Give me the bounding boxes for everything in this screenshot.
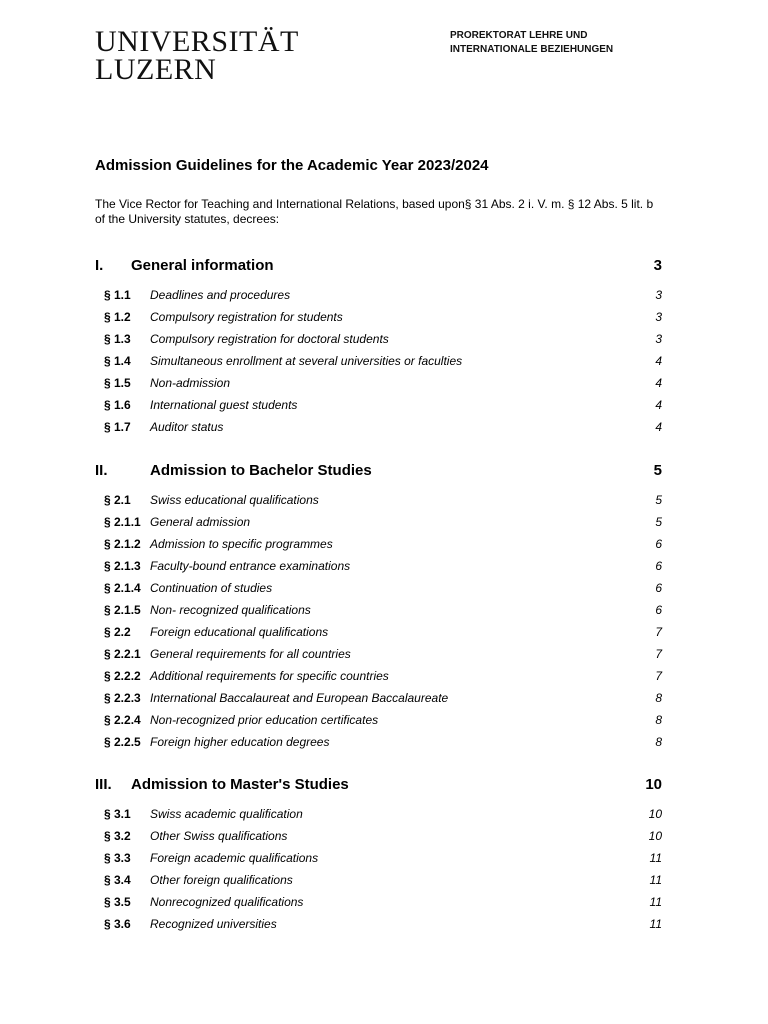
toc-entry[interactable] bbox=[95, 647, 662, 669]
entry-page: 8 bbox=[655, 735, 662, 749]
entry-title: Non-admission bbox=[150, 376, 231, 390]
toc-entry[interactable] bbox=[95, 873, 662, 895]
entry-page: 11 bbox=[649, 895, 662, 909]
entry-title: Other Swiss qualifications bbox=[150, 829, 288, 843]
entry-page: 8 bbox=[655, 691, 662, 705]
entry-page: 5 bbox=[655, 515, 662, 529]
section-number: I. bbox=[95, 257, 104, 274]
entry-title: Compulsory registration for students bbox=[150, 310, 343, 324]
section-title: Admission to Bachelor Studies bbox=[150, 462, 372, 479]
toc-entry[interactable] bbox=[95, 332, 662, 354]
entry-title: General requirements for all countries bbox=[150, 647, 351, 661]
entry-number: § 1.2 bbox=[104, 310, 131, 324]
toc-entry[interactable] bbox=[95, 603, 662, 625]
section-heading[interactable] bbox=[95, 257, 662, 279]
toc-entry[interactable] bbox=[95, 807, 662, 829]
toc-section-1 bbox=[95, 257, 662, 442]
entry-title: General admission bbox=[150, 515, 251, 529]
entry-title: Compulsory registration for doctoral students bbox=[150, 332, 389, 346]
toc-entry[interactable] bbox=[95, 559, 662, 581]
entry-page: 3 bbox=[655, 310, 662, 324]
university-logo bbox=[95, 25, 299, 86]
entry-page: 11 bbox=[649, 917, 662, 931]
toc-entry[interactable] bbox=[95, 669, 662, 691]
entry-number: § 1.3 bbox=[104, 332, 131, 346]
section-heading[interactable] bbox=[95, 776, 662, 798]
toc-entry[interactable] bbox=[95, 354, 662, 376]
entry-number: § 3.3 bbox=[104, 851, 131, 865]
toc-entry[interactable] bbox=[95, 310, 662, 332]
entry-number: § 2.2.4 bbox=[104, 713, 141, 727]
entry-page: 6 bbox=[655, 603, 662, 617]
toc-entry[interactable] bbox=[95, 515, 662, 537]
section-heading[interactable] bbox=[95, 462, 662, 484]
entry-number: § 1.4 bbox=[104, 354, 131, 368]
entry-page: 8 bbox=[655, 713, 662, 727]
entry-page: 11 bbox=[649, 851, 662, 865]
toc-list bbox=[95, 807, 662, 939]
entry-title: Continuation of studies bbox=[150, 581, 273, 595]
section-page: 5 bbox=[653, 462, 662, 479]
entry-title: Faculty-bound entrance examinations bbox=[150, 559, 351, 573]
toc-entry[interactable] bbox=[95, 713, 662, 735]
toc-entry[interactable] bbox=[95, 420, 662, 442]
entry-page: 6 bbox=[655, 537, 662, 551]
entry-title: Foreign higher education degrees bbox=[150, 735, 330, 749]
entry-title: Non- recognized qualifications bbox=[150, 603, 311, 617]
toc-list bbox=[95, 288, 662, 442]
section-number: II. bbox=[95, 462, 108, 479]
entry-title: Foreign academic qualifications bbox=[150, 851, 319, 865]
section-title: Admission to Master's Studies bbox=[131, 776, 349, 793]
entry-number: § 2.1.3 bbox=[104, 559, 141, 573]
toc-entry[interactable] bbox=[95, 895, 662, 917]
toc-entry[interactable] bbox=[95, 735, 662, 757]
toc-entry[interactable] bbox=[95, 288, 662, 310]
entry-number: § 2.2.3 bbox=[104, 691, 141, 705]
department-line-2: INTERNATIONALE BEZIEHUNGEN bbox=[450, 44, 614, 55]
entry-page: 4 bbox=[655, 420, 662, 434]
entry-title: Recognized universities bbox=[150, 917, 277, 931]
entry-page: 10 bbox=[648, 807, 662, 821]
toc-section-3 bbox=[95, 776, 662, 939]
entry-title: Foreign educational qualifications bbox=[150, 625, 329, 639]
entry-number: § 3.2 bbox=[104, 829, 131, 843]
entry-title: Swiss academic qualification bbox=[150, 807, 303, 821]
entry-number: § 1.5 bbox=[104, 376, 131, 390]
logo-line-1: UNIVERSITÄT bbox=[95, 25, 299, 58]
toc-list bbox=[95, 493, 662, 757]
entry-title: International guest students bbox=[150, 398, 298, 412]
entry-title: Simultaneous enrollment at several universities or faculties bbox=[150, 354, 463, 368]
entry-title: Nonrecognized qualifications bbox=[150, 895, 304, 909]
document-title: Admission Guidelines for the Academic Year 2023/2024 bbox=[95, 157, 489, 174]
entry-number: § 3.1 bbox=[104, 807, 131, 821]
entry-page: 6 bbox=[655, 559, 662, 573]
entry-page: 7 bbox=[655, 625, 662, 639]
toc-entry[interactable] bbox=[95, 829, 662, 851]
entry-page: 3 bbox=[655, 332, 662, 346]
entry-number: § 2.2.5 bbox=[104, 735, 141, 749]
entry-number: § 3.4 bbox=[104, 873, 131, 887]
entry-number: § 3.5 bbox=[104, 895, 131, 909]
toc-entry[interactable] bbox=[95, 537, 662, 559]
entry-number: § 2.2.2 bbox=[104, 669, 141, 683]
entry-title: Swiss educational qualifications bbox=[150, 493, 319, 507]
toc-entry[interactable] bbox=[95, 376, 662, 398]
entry-title: Admission to specific programmes bbox=[150, 537, 333, 551]
entry-number: § 2.1 bbox=[104, 493, 131, 507]
entry-title: Deadlines and procedures bbox=[150, 288, 291, 302]
logo-line-2: LUZERN bbox=[95, 53, 217, 86]
entry-page: 10 bbox=[648, 829, 662, 843]
entry-number: § 2.2.1 bbox=[104, 647, 141, 661]
entry-number: § 1.6 bbox=[104, 398, 131, 412]
department-line-1: PROREKTORAT LEHRE UND bbox=[450, 30, 588, 41]
section-page: 10 bbox=[645, 776, 662, 793]
entry-title: Non-recognized prior education certificates bbox=[150, 713, 379, 727]
entry-page: 6 bbox=[655, 581, 662, 595]
entry-number: § 2.1.1 bbox=[104, 515, 141, 529]
toc-entry[interactable] bbox=[95, 398, 662, 420]
entry-number: § 2.1.5 bbox=[104, 603, 141, 617]
entry-number: § 3.6 bbox=[104, 917, 131, 931]
department-name bbox=[450, 29, 613, 57]
section-page: 3 bbox=[653, 257, 662, 274]
section-number: III. bbox=[95, 776, 112, 793]
entry-title: Other foreign qualifications bbox=[150, 873, 293, 887]
toc-entry[interactable] bbox=[95, 493, 662, 515]
entry-number: § 2.1.4 bbox=[104, 581, 141, 595]
toc-entry[interactable] bbox=[95, 691, 662, 713]
entry-number: § 2.2 bbox=[104, 625, 131, 639]
toc-entry[interactable] bbox=[95, 625, 662, 647]
entry-page: 5 bbox=[655, 493, 662, 507]
entry-page: 4 bbox=[655, 354, 662, 368]
entry-title: International Baccalaureat and European Baccalaureate bbox=[150, 691, 449, 705]
entry-page: 7 bbox=[655, 647, 662, 661]
entry-page: 11 bbox=[649, 873, 662, 887]
toc-entry[interactable] bbox=[95, 581, 662, 603]
entry-number: § 1.1 bbox=[104, 288, 131, 302]
toc-entry[interactable] bbox=[95, 851, 662, 873]
toc-section-2 bbox=[95, 462, 662, 757]
intro-paragraph: The Vice Rector for Teaching and International Relations, based upon§ 31 Abs. 2 i. V. m. § 12 Abs. 5 lit. b of the University statutes, decrees: bbox=[95, 197, 654, 226]
entry-page: 3 bbox=[655, 288, 662, 302]
entry-title: Additional requirements for specific countries bbox=[150, 669, 389, 683]
section-title: General information bbox=[131, 257, 274, 274]
entry-page: 7 bbox=[655, 669, 662, 683]
entry-title: Auditor status bbox=[150, 420, 224, 434]
entry-page: 4 bbox=[655, 376, 662, 390]
entry-number: § 2.1.2 bbox=[104, 537, 141, 551]
entry-number: § 1.7 bbox=[104, 420, 131, 434]
toc-entry[interactable] bbox=[95, 917, 662, 939]
entry-page: 4 bbox=[655, 398, 662, 412]
